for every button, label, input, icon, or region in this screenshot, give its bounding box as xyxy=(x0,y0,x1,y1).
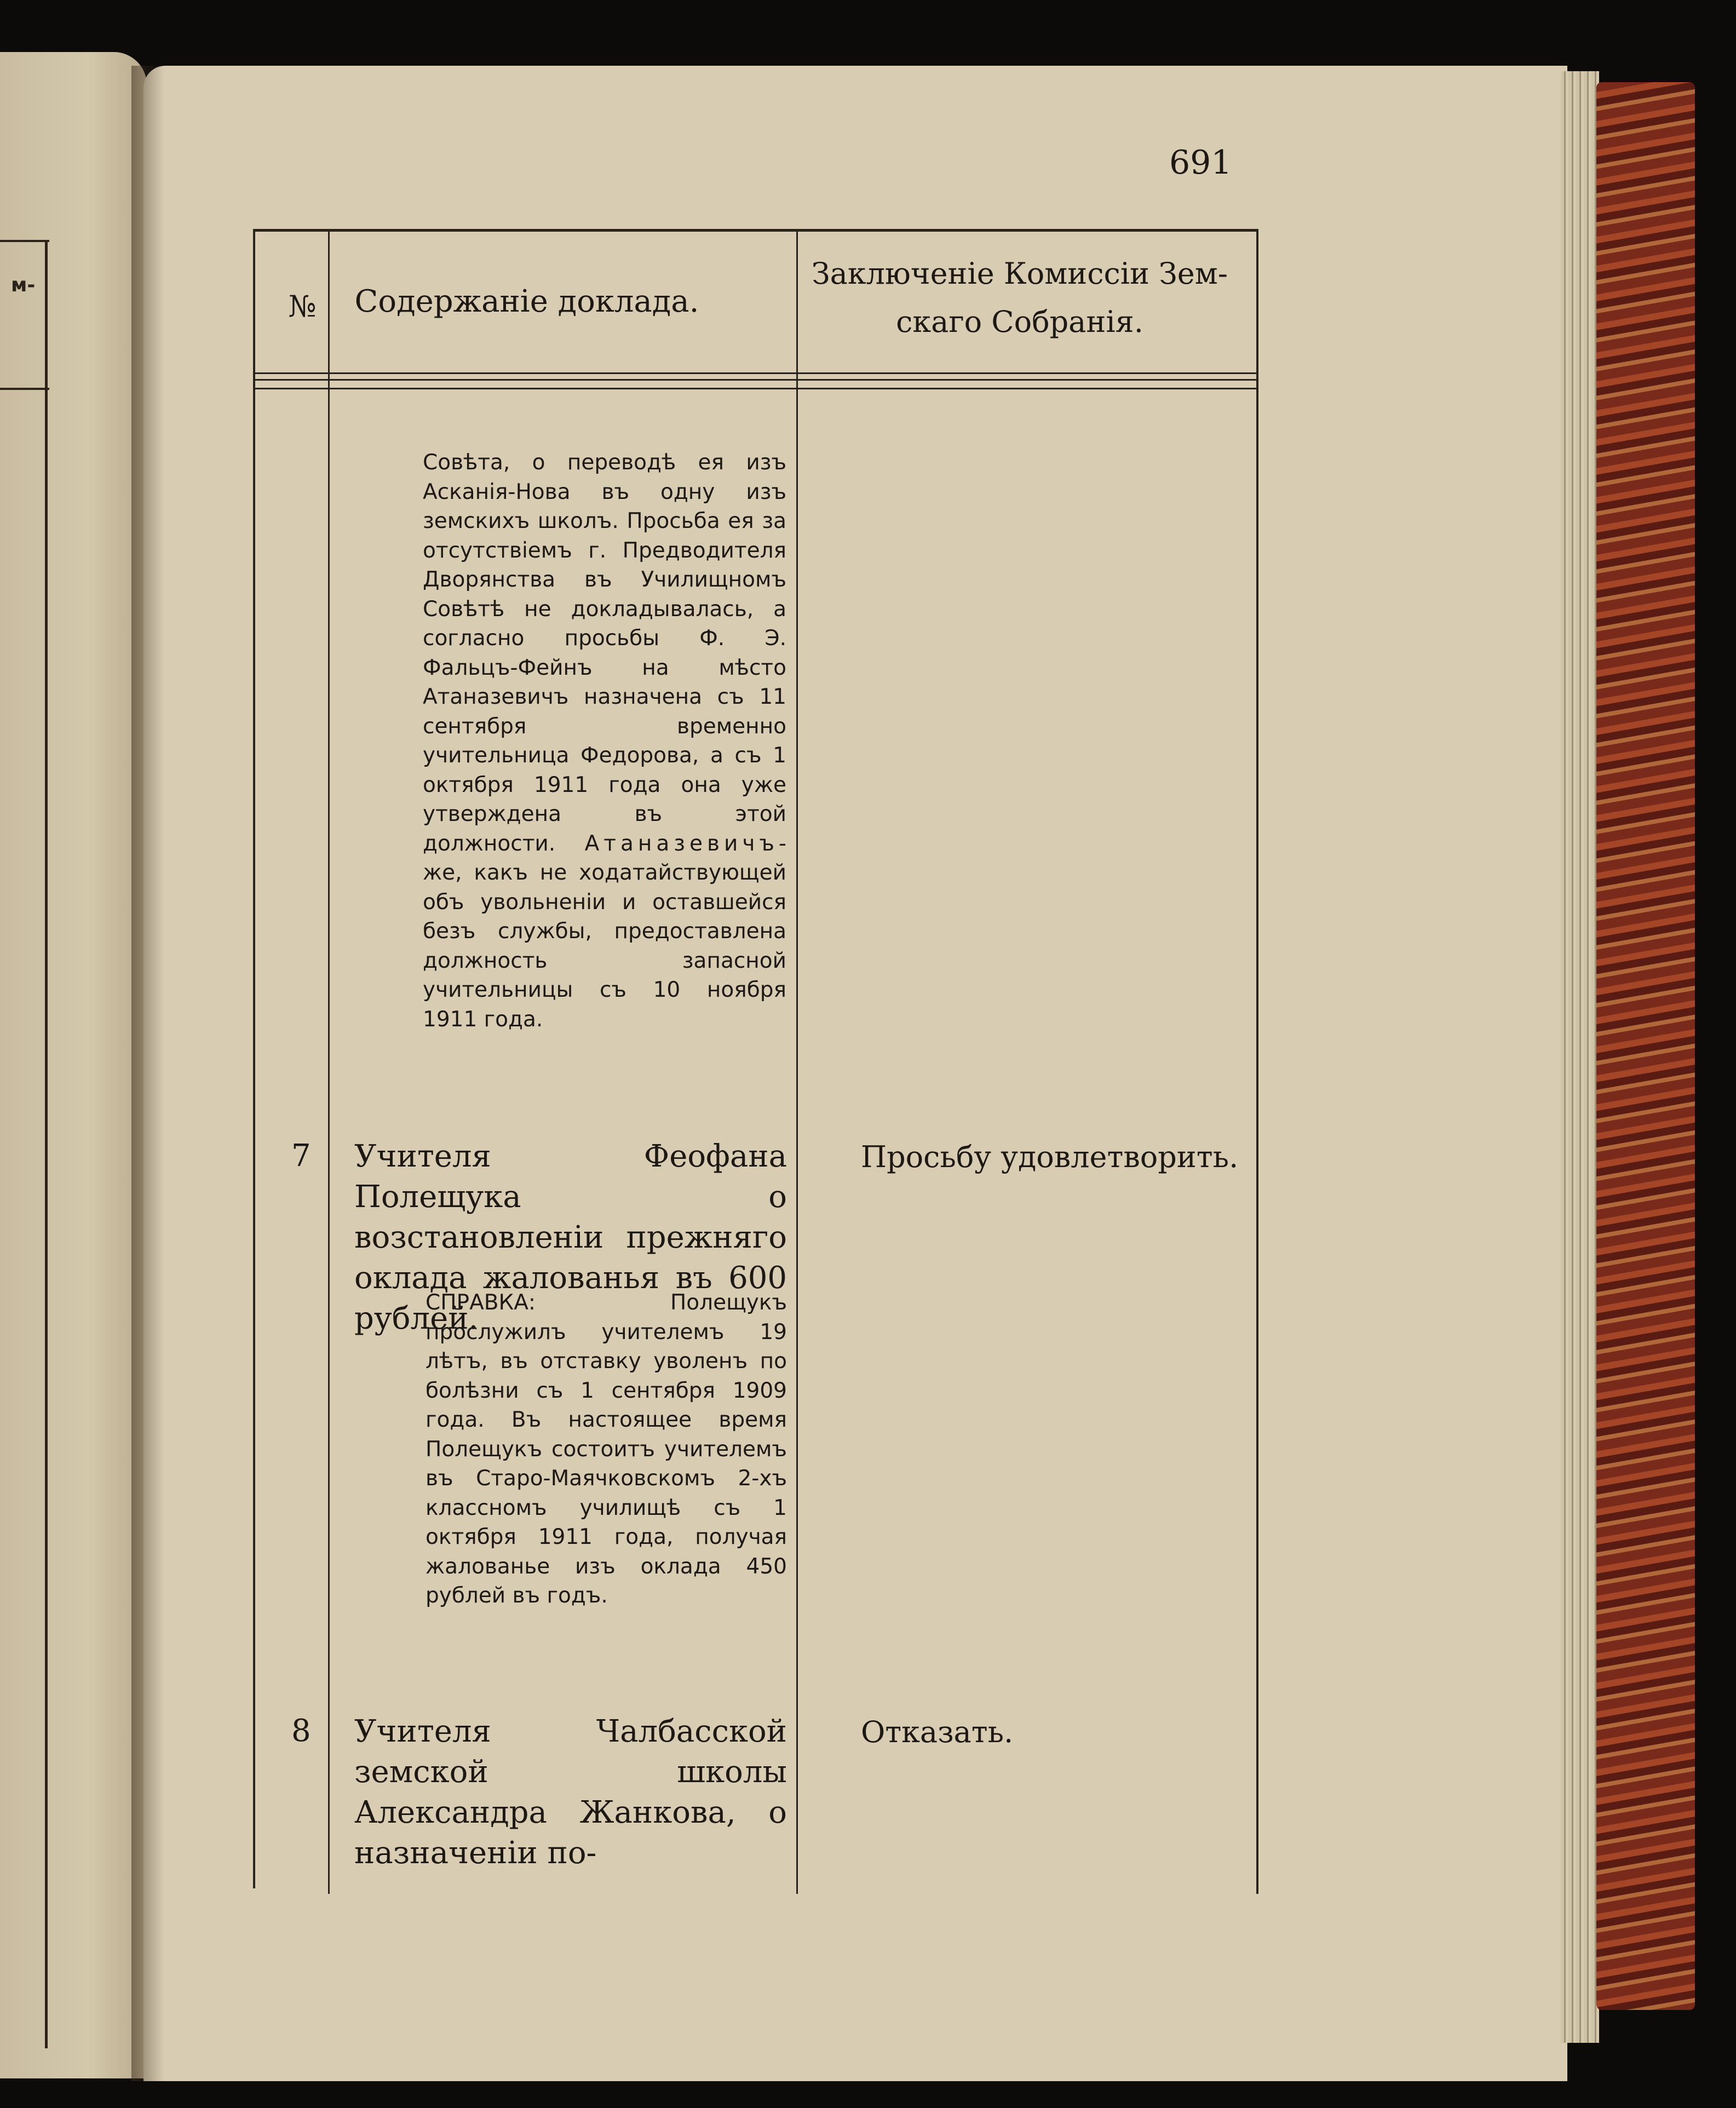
book-cover xyxy=(1596,82,1695,2010)
column-rule-content xyxy=(796,229,798,1894)
left-page xyxy=(0,52,147,2078)
row-content: Учителя Чалбасской земской школы Александра Жанкова, о назначеніи по- xyxy=(354,1714,787,1871)
page-edges xyxy=(1561,71,1599,2043)
table-right-rule xyxy=(1256,229,1258,1894)
row-content: Учителя Феофана Полещука о возстановленіи прежняго оклада жалованья въ 600 рублей. xyxy=(354,1139,787,1336)
row-conclusion: Отказать. xyxy=(861,1715,1014,1749)
header-rule xyxy=(253,379,1258,381)
header-rule xyxy=(253,372,1258,374)
left-page-rule xyxy=(0,240,49,242)
row-number: 7 xyxy=(291,1138,311,1174)
left-page-column-line xyxy=(45,241,48,2048)
column-rule-number xyxy=(328,229,330,1894)
spine-shadow xyxy=(131,66,164,2081)
continuation-text xyxy=(423,448,786,1034)
page-number: 691 xyxy=(1169,143,1232,182)
continuation-spaced-name: Атаназевичъ xyxy=(584,831,779,856)
header-rule xyxy=(253,388,1258,389)
table-left-rule xyxy=(253,229,255,1888)
header-content: Содержаніе доклада. xyxy=(354,284,699,319)
left-page-text-fragment: м- xyxy=(11,274,36,296)
table-top-rule xyxy=(253,229,1258,232)
left-page-rule xyxy=(0,388,49,390)
row-conclusion: Просьбу удовлетворить. xyxy=(861,1140,1239,1174)
row-number: 8 xyxy=(291,1713,311,1749)
continuation-body: Совѣта, о переводѣ ея изъ Асканія-Нова въ одну изъ земскихъ школъ. Просьба ея за отсутствіемъ г. Предводителя Дворянства въ Училищномъ Совѣтѣ не докладывалась, а согласно просьбы Ф. Э. Фальцъ-Фейнъ на мѣсто Атаназевичъ назначена съ 11 сентября временно учительница Федорова, а съ 1 октября 1911 года она уже утверждена въ этой должности. xyxy=(423,450,786,856)
row-note: СПРАВКА: Полещукъ прослужилъ учителемъ 19 лѣтъ, въ отставку уволенъ по болѣзни съ 1 сентября 1909 года. Въ настоящее время Полещукъ состоитъ учителемъ въ Старо-Маячковскомъ 2-хъ классномъ училищѣ съ 1 октября 1911 года, получая жалованье изъ оклада 450 рублей въ годъ. xyxy=(426,1290,787,1608)
report-table xyxy=(253,229,1258,1894)
header-conclusion: Заключеніе Комиссіи Зем-скаго Собранія. xyxy=(811,256,1228,339)
header-number: № xyxy=(288,289,317,324)
continuation-tail: -же, какъ не ходатайствующей объ увольненіи и оставшейся безъ службы, предоставлена должность запасной учительницы съ 10 ноября 1911 года. xyxy=(423,831,786,1032)
